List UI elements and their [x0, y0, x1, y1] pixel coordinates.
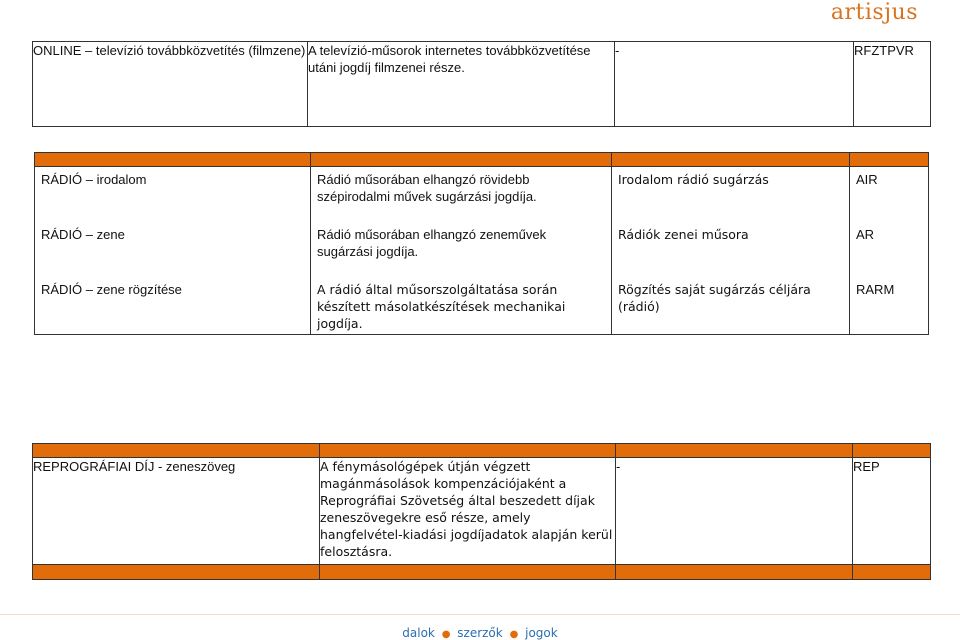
row-description: A televízió-műsorok internetes továbbközvetítése utáni jogdíj filmzenei része.: [308, 42, 615, 127]
footer-cell: [616, 565, 853, 580]
row-description: A fénymásológépek útján végzett magánmásolások kompenzációjaként a Reprográfiai Szövetség által beszedett díjak zeneszövegekre eső része, amely hangfelvétel-kiadási jogdíjadatok alapján kerül felosztásra.: [320, 458, 616, 565]
row-related: Rádiók zenei műsora: [612, 222, 850, 277]
table-header-bar: [33, 444, 931, 458]
table-row: [33, 458, 931, 565]
table-header-bar: [35, 153, 929, 167]
header-cell: [33, 444, 320, 458]
table-row: [35, 277, 929, 335]
row-name: RÁDIÓ – irodalom: [35, 167, 311, 223]
row-code: RFZTPVR: [854, 42, 931, 127]
row-description: A rádió által műsorszolgáltatása során készített másolatkészítések mechanikai jogdíja.: [311, 277, 612, 335]
royalty-table-radio: [34, 152, 929, 335]
footer-divider: [0, 614, 960, 615]
header-cell: [853, 444, 931, 458]
header-cell: [320, 444, 616, 458]
footer-word-szerzok: szerzők: [457, 626, 503, 640]
artisjus-logo: artisjus: [830, 0, 918, 25]
bullet-icon: ●: [441, 629, 451, 640]
row-related: Rögzítés saját sugárzás céljára (rádió): [612, 277, 850, 335]
row-related: Irodalom rádió sugárzás: [612, 167, 850, 223]
row-description: Rádió műsorában elhangzó rövidebb szépirodalmi művek sugárzási jogdíja.: [311, 167, 612, 223]
row-name: ONLINE – televízió továbbközvetítés (filmzene): [33, 42, 308, 127]
table-row: [35, 222, 929, 277]
row-name: REPROGRÁFIAI DÍJ - zeneszöveg: [33, 458, 320, 565]
row-code: AIR: [850, 167, 929, 223]
header-cell: [850, 153, 929, 167]
footer-cell: [320, 565, 616, 580]
table-footer-bar: [33, 565, 931, 580]
header-cell: [35, 153, 311, 167]
bullet-icon: ●: [509, 629, 519, 640]
row-related: -: [616, 458, 853, 565]
row-code: AR: [850, 222, 929, 277]
row-related: -: [615, 42, 854, 127]
header-cell: [311, 153, 612, 167]
row-code: RARM: [850, 277, 929, 335]
footer-cell: [33, 565, 320, 580]
row-code: REP: [853, 458, 931, 565]
header-cell: [612, 153, 850, 167]
footer-word-dalok: dalok: [402, 626, 435, 640]
row-description: Rádió műsorában elhangzó zeneművek sugárzási jogdíja.: [311, 222, 612, 277]
table-row: [35, 167, 929, 223]
royalty-table-reprography: [32, 443, 931, 580]
header-cell: [616, 444, 853, 458]
royalty-table-online: [32, 41, 931, 127]
page-footer: [0, 626, 960, 640]
row-name: RÁDIÓ – zene: [35, 222, 311, 277]
footer-cell: [853, 565, 931, 580]
table-row: [33, 42, 931, 127]
footer-word-jogok: jogok: [525, 626, 558, 640]
row-name: RÁDIÓ – zene rögzítése: [35, 277, 311, 335]
